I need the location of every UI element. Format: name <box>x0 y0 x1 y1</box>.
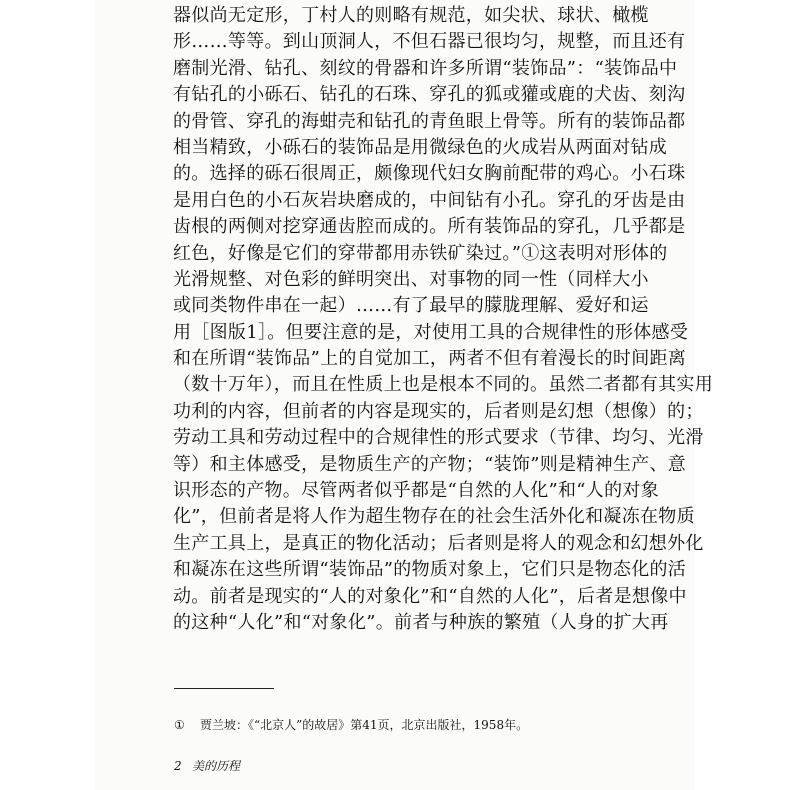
text-line: 或同类物件串在一起）……有了最早的朦胧理解、爱好和运 <box>173 295 649 317</box>
text-line: 和凝冻在这些所谓“装饰品”的物质对象上，它们只是物态化的活 <box>173 559 687 581</box>
running-title: 美的历程 <box>192 759 241 773</box>
text-line: 生产工具上，是真正的物化活动；后者则是将人的观念和幻想外化 <box>173 532 704 554</box>
text-line: 和在所谓“装饰品”上的自觉加工，两者不但有着漫长的时间距离 <box>173 348 687 370</box>
text-line: 器似尚无定形，丁村人的则略有规范，如尖状、球状、橄榄 <box>173 5 649 26</box>
text-line: 相当精致，小砾石的装饰品是用微绿色的火成岩从两面对钻成 <box>173 136 668 158</box>
page-number: 2 <box>174 759 182 773</box>
text-line: （数十万年），而且在性质上也是根本不同的。虽然二者都有其实用 <box>173 374 713 396</box>
text-line: 的。选择的砾石很周正，颇像现代妇女胸前配带的鸡心。小石珠 <box>173 163 686 185</box>
text-line: 是用白色的小石灰岩块磨成的，中间钻有小孔。穿孔的牙齿是由 <box>173 189 686 211</box>
text-line: 动。前者是现实的“人的对象化”和“自然的人化”，后者是想像中 <box>173 585 687 607</box>
text-line: 劳动工具和劳动过程中的合规律性的形式要求（节律、均匀、光滑 <box>173 427 704 449</box>
text-line: 功利的内容，但前者的内容是现实的，后者则是幻想（想像）的； <box>173 400 704 422</box>
body-text <box>173 0 713 636</box>
book-page <box>95 0 713 790</box>
text-line: 光滑规整、对色彩的鲜明突出、对事物的同一性（同样大小 <box>173 268 649 290</box>
text-line: 的骨管、穿孔的海蚶壳和钻孔的青鱼眼上骨等。所有的装饰品都 <box>173 110 686 132</box>
text-line: 用［图版1］。但要注意的是，对使用工具的合规律性的形体感受 <box>173 321 689 343</box>
text-line: 的这种“人化”和“对象化”。前者与种族的繁殖（人身的扩大再 <box>173 611 669 633</box>
page-footer <box>174 757 240 774</box>
text-line: 形……等等。到山顶洞人，不但石器已很均匀，规整，而且还有 <box>173 31 686 53</box>
text-line: 等）和主体感受，是物质生产的产物；“装饰”则是精神生产、意 <box>173 453 687 475</box>
footnote-marker: ① <box>174 718 185 732</box>
text-line: 红色，好像是它们的穿带都用赤铁矿染过。”①这表明对形体的 <box>173 242 668 264</box>
footnote <box>174 716 528 733</box>
text-line: 磨制光滑、钻孔、刻纹的骨器和许多所谓“装饰品”：“装饰品中 <box>173 57 678 79</box>
text-line: 有钻孔的小砾石、钻孔的石珠、穿孔的狐或獾或鹿的犬齿、刻沟 <box>173 84 686 106</box>
footnote-divider <box>174 688 274 689</box>
text-line: 识形态的产物。尽管两者似乎都是“自然的人化”和“人的对象 <box>173 480 660 502</box>
text-line: 化”，但前者是将人作为超生物存在的社会生活外化和凝冻在物质 <box>173 506 695 528</box>
footnote-text: 贾兰坡：《“北京人”的故居》第41页，北京出版社，1958年。 <box>200 718 529 732</box>
text-line: 齿根的两侧对挖穿通齿腔而成的。所有装饰品的穿孔，几乎都是 <box>173 216 686 238</box>
